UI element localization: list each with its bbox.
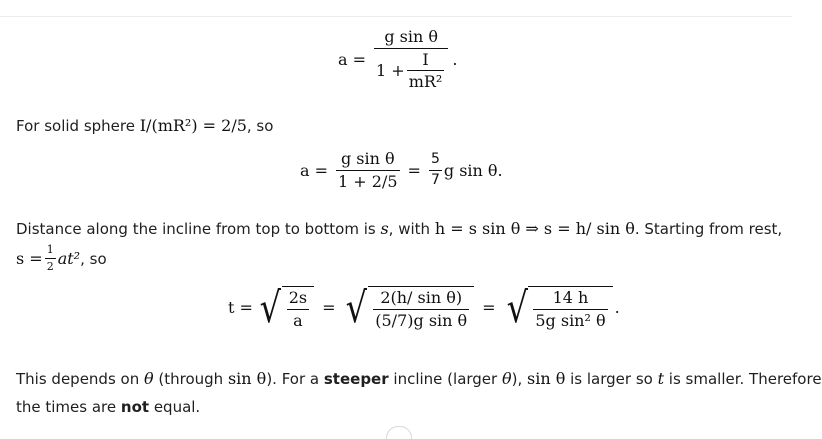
conc1-theta: θ bbox=[143, 369, 154, 388]
top-divider bbox=[0, 16, 792, 17]
conc2-bold-not: not bbox=[120, 398, 150, 416]
eq1-numerator: g sin θ bbox=[384, 27, 439, 46]
eq2-bar2 bbox=[429, 170, 442, 171]
conc1-t5: ), bbox=[511, 370, 527, 388]
eq3-r2-bar bbox=[373, 309, 469, 310]
eq2-tail: g sin θ. bbox=[443, 160, 503, 180]
eq3-r2-num: 2(h/ sin θ) bbox=[380, 288, 463, 307]
eq3-r3-num: 14 h bbox=[552, 288, 589, 307]
eq3-frac-2 bbox=[373, 289, 469, 329]
eq3-radical-3: √ bbox=[506, 282, 528, 332]
distance-text-3: . Starting from rest, bbox=[634, 220, 783, 238]
scroll-down-indicator[interactable] bbox=[386, 426, 412, 439]
eq2-den1: 1 + 2/5 bbox=[338, 171, 398, 191]
kinematics-half-den: 2 bbox=[46, 260, 54, 274]
eq3-radical-2: √ bbox=[346, 282, 368, 332]
solid-sphere-prefix: For solid sphere bbox=[16, 117, 140, 135]
conc2-t2: equal. bbox=[149, 398, 201, 416]
eq2-bar1 bbox=[336, 170, 400, 171]
distance-expr: h = s sin θ ⇒ s = h/ sin θ bbox=[434, 219, 635, 238]
eq3-r2-den: (5/7)g sin θ bbox=[375, 310, 468, 330]
eq2-num1: g sin θ bbox=[340, 149, 395, 168]
eq3-r1-den: a bbox=[293, 310, 303, 330]
conc1-t4: incline (larger bbox=[388, 370, 502, 388]
eq3-lhs: t = bbox=[228, 298, 253, 318]
conc1-t1: This depends on bbox=[16, 370, 144, 388]
eq3-r1-bar bbox=[287, 309, 309, 310]
solid-sphere-line bbox=[16, 113, 273, 139]
eq3-sqrt-2 bbox=[343, 282, 474, 332]
eq3-period: . bbox=[614, 298, 620, 318]
kinematics-suffix: , so bbox=[80, 249, 107, 268]
distance-text-1: Distance along the incline from top to bottom is bbox=[16, 220, 381, 238]
eq3-equals-2: = bbox=[322, 298, 336, 318]
eq2-fraction-2 bbox=[429, 152, 442, 188]
kinematics-half bbox=[45, 244, 56, 273]
kinematics-lhs: s = bbox=[16, 248, 43, 268]
eq1-inner-den: mR² bbox=[408, 72, 443, 92]
kinematics-line bbox=[16, 244, 107, 273]
distance-line bbox=[16, 216, 782, 242]
conc1-t2: (through bbox=[153, 370, 228, 388]
eq1-inner-fraction bbox=[407, 51, 445, 91]
solid-sphere-suffix: , so bbox=[246, 117, 274, 135]
eq3-radicand-3 bbox=[528, 286, 612, 329]
eq2-equals: = bbox=[407, 160, 421, 180]
eq3-sqrt-3 bbox=[504, 282, 613, 332]
eq3-sqrt-1 bbox=[257, 282, 314, 332]
eq3-r3-bar bbox=[533, 309, 607, 310]
eq3-radicand-1 bbox=[282, 286, 314, 329]
equation-a-general bbox=[338, 28, 457, 91]
kinematics-half-num: 1 bbox=[46, 243, 54, 256]
eq1-fraction bbox=[374, 28, 448, 91]
conclusion-line-1 bbox=[16, 366, 822, 392]
conclusion-line-2 bbox=[16, 394, 200, 420]
distance-text-2: , with bbox=[388, 220, 435, 238]
conc1-bold-steeper: steeper bbox=[323, 370, 389, 388]
eq1-denominator bbox=[374, 51, 448, 91]
conc1-t3: ). For a bbox=[266, 370, 324, 388]
eq3-r3-den: 5g sin² θ bbox=[535, 310, 606, 330]
eq2-fraction-1 bbox=[336, 150, 400, 190]
equation-t bbox=[228, 282, 620, 332]
solid-sphere-expr: I/(mR²) = 2/5 bbox=[139, 116, 247, 135]
conc1-t7: is smaller. Therefore bbox=[664, 370, 822, 388]
eq3-frac-3 bbox=[533, 289, 607, 329]
eq1-den-one-plus: 1 + bbox=[376, 60, 405, 80]
eq2-den2: 7 bbox=[430, 171, 440, 188]
conc1-sin-theta-2: sin θ bbox=[527, 369, 566, 388]
eq3-r1-num: 2s bbox=[288, 288, 308, 307]
conc1-t6: is larger so bbox=[565, 370, 658, 388]
eq3-frac-1 bbox=[287, 289, 309, 329]
eq1-inner-num: I bbox=[422, 49, 429, 69]
eq2-num2: 5 bbox=[430, 151, 440, 168]
conc1-sin-theta: sin θ bbox=[227, 369, 267, 388]
conc1-theta-2: θ bbox=[501, 369, 512, 388]
kinematics-half-bar bbox=[45, 258, 56, 259]
conc1-t-var: t bbox=[657, 369, 665, 388]
equation-a-sphere bbox=[300, 150, 503, 190]
eq3-radical-1: √ bbox=[259, 282, 282, 332]
kinematics-rhs: at² bbox=[57, 248, 81, 268]
conc2-t1: the times are bbox=[16, 398, 121, 416]
eq1-lhs: a = bbox=[338, 49, 367, 69]
eq2-lhs: a = bbox=[300, 160, 329, 180]
eq3-radicand-2 bbox=[368, 286, 474, 329]
eq3-equals-3: = bbox=[482, 298, 496, 318]
eq1-inner-bar bbox=[407, 70, 445, 71]
distance-s: s bbox=[380, 219, 389, 238]
eq1-fraction-bar bbox=[374, 48, 448, 49]
eq1-period: . bbox=[452, 49, 458, 69]
